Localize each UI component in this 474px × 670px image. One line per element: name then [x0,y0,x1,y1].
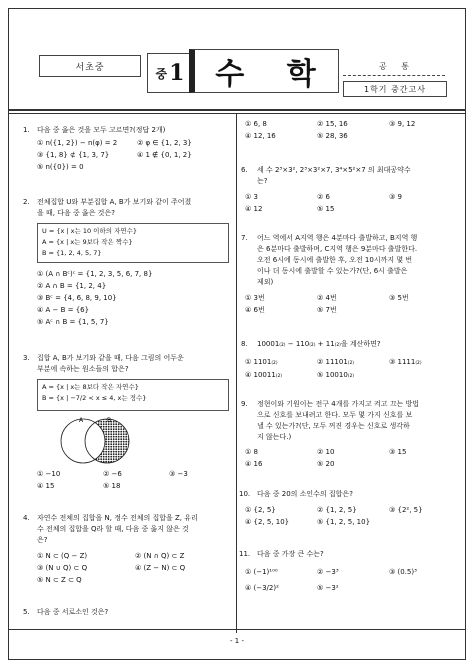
option-3[interactable]: ③ 9, 12 [389,120,416,128]
question-number: 3. [23,354,30,362]
option-1[interactable]: ① (A ∩ Bᶜ)ᶜ = {1, 2, 3, 5, 6, 7, 8} [37,270,153,278]
question-number: 10. [239,490,251,498]
option-4[interactable]: ④ A − B = {6} [37,306,90,314]
option-4[interactable]: ④ 6번 [245,306,265,314]
grade-number: 1 [169,60,185,86]
question-number: 4. [23,514,30,522]
option-1[interactable]: ① {2, 5} [245,506,276,514]
option-2[interactable]: ② 6 [317,193,330,201]
header-rule [9,109,465,111]
question-stem-line: 제외) [257,278,274,286]
question-9 [235,399,459,443]
exam-type: 공 통 [379,62,415,71]
option-4[interactable]: ④ 15 [37,482,55,490]
question-stem-line: 부분에 속하는 원소들의 합은? [37,365,129,373]
option-1[interactable]: ① n({1, 2}) − n(φ) = 2 [37,139,118,147]
option-4[interactable]: ④ 10011₍₂₎ [245,371,283,379]
q11-options [245,567,460,603]
question-7 [235,233,459,288]
option-4[interactable]: ④ {2, 5, 10} [245,518,290,526]
question-stem-line: 은 6분마다 출발하며, C지역 행은 9분마다 출발한다. [257,245,418,253]
question-stem-line: 은? [37,536,48,544]
school-name: 서초중 [39,55,141,77]
given-line: B = {x | −7/2 < x ≤ 4, x는 정수} [42,394,147,402]
question-stem-line: 정현이와 기원이는 전구 4개를 가지고 켜고 끄는 방법 [257,400,420,408]
given-line: A = {x | x는 9보다 작은 짝수} [42,238,133,246]
question-stem: 다음 중 옳은 것을 모두 고르면?(정답 2개) [37,126,166,134]
option-2[interactable]: ② 11101₍₂₎ [317,358,355,366]
question-stem: 다음 중 서로소인 것은? [37,608,109,616]
option-2[interactable]: ② 10 [317,448,335,456]
given-box [37,223,229,263]
option-5[interactable]: ⑤ {1, 2, 5, 10} [317,518,371,526]
header-divider [343,75,445,76]
option-2[interactable]: ② −6 [103,470,122,478]
footer-rule [9,629,465,630]
option-4[interactable]: ④ 1 ∉ {0, 1, 2} [137,151,192,159]
question-stem-line: 이나 더 동시에 출발할 수 있는가?(단, 6시 출발은 [257,267,408,275]
option-4[interactable]: ④ 16 [245,460,263,468]
option-3[interactable]: ③ 15 [389,448,407,456]
option-4[interactable]: ④ 12 [245,205,263,213]
option-1[interactable]: ① 3번 [245,294,265,302]
exam-page [8,8,466,660]
q10-options [245,505,460,529]
given-line: B = {1, 2, 4, 5, 7} [42,249,102,257]
question-stem-line: 집합 A, B가 보기와 같을 때, 다음 그림의 어두운 [37,354,184,362]
option-1[interactable]: ① (−1)¹⁰⁰ [245,568,278,576]
option-4[interactable]: ④ (Z − N) ⊂ Q [135,564,186,572]
given-box [37,379,229,411]
q2-options [37,269,232,329]
q5-options [245,119,460,143]
option-1[interactable]: ① 8 [245,448,258,456]
question-stem-line: 오전 6시에 동시에 출발한 후, 오전 10시까지 몇 번 [257,256,413,264]
venn-label-a: A [79,417,84,424]
option-5[interactable]: ⑤ 10010₍₂₎ [317,371,355,379]
option-5[interactable]: ⑤ 18 [103,482,121,490]
option-1[interactable]: ① −10 [37,470,61,478]
option-2[interactable]: ② 15, 16 [317,120,348,128]
exam-header [9,9,465,111]
page-number: - 1 - [230,637,244,645]
question-number: 11. [239,550,251,558]
question-number: 7. [241,234,248,242]
option-5[interactable]: ⑤ Aᶜ ∩ B = {1, 5, 7} [37,318,109,326]
option-3[interactable]: ③ (0.5)³ [389,568,417,576]
question-2 [23,197,233,219]
subject-title: 수 학 [189,49,339,93]
question-stem-line: 을 때, 다음 중 옳은 것은? [37,209,115,217]
option-4[interactable]: ④ (−3/2)² [245,584,279,592]
question-stem-line: 수 전체의 집합을 Q라 할 때, 다음 중 옳지 않은 것 [37,525,189,533]
question-number: 1. [23,126,30,134]
option-1[interactable]: ① 3 [245,193,258,201]
option-3[interactable]: ③ {2², 5} [389,506,423,514]
option-3[interactable]: ③ 1111₍₂₎ [389,358,422,366]
question-stem-line: 지 않는다.) [257,433,292,441]
question-number: 5. [23,608,30,616]
option-2[interactable]: ② −3³ [317,568,339,576]
option-3[interactable]: ③ −3 [169,470,188,478]
option-1[interactable]: ① 1101₍₂₎ [245,358,278,366]
q1-options [37,138,232,178]
option-5[interactable]: ⑤ 20 [317,460,335,468]
question-stem: 다음 중 가장 큰 수는? [257,550,324,558]
option-5[interactable]: ⑤ −3² [317,584,339,592]
option-3[interactable]: ③ {1, 8} ⊄ {1, 3, 7} [37,151,110,159]
option-5[interactable]: ⑤ N ⊂ Z ⊂ Q [37,576,82,584]
option-3[interactable]: ③ Bᶜ = {4, 6, 8, 9, 10} [37,294,117,302]
option-5[interactable]: ⑤ 7번 [317,306,337,314]
option-2[interactable]: ② 4번 [317,294,337,302]
option-3[interactable]: ③ 9 [389,193,402,201]
question-stem: 다음 중 20의 소인수의 집합은? [257,490,353,498]
given-line: U = {x | x는 10 이하의 자연수} [42,227,138,235]
option-5[interactable]: ⑤ 28, 36 [317,132,348,140]
question-number: 2. [23,198,30,206]
option-3[interactable]: ③ 5번 [389,294,409,302]
option-1[interactable]: ① 6, 8 [245,120,267,128]
question-stem-line: 자연수 전체의 집합을 N, 정수 전체의 집합을 Z, 유리 [37,514,198,522]
question-8 [235,339,457,350]
option-1[interactable]: ① N ⊂ (Q − Z) [37,552,88,560]
question-stem-line: 어느 역에서 A지역 행은 4분마다 출발하고, B지역 행 [257,234,418,242]
question-number: 8. [241,340,248,348]
option-5[interactable]: ⑤ 15 [317,205,335,213]
exam-name: 1학기 중간고사 [343,81,447,97]
option-2[interactable]: ② {1, 2, 5} [317,506,357,514]
header-rule-thin [9,113,465,114]
question-11 [235,549,457,560]
question-1 [23,125,228,136]
question-number: 6. [241,166,248,174]
question-stem-line: 으로 신호를 보내려고 한다. 모두 몇 가지 신호를 보 [257,411,413,419]
question-stem: 10001₍₂₎ − 110₍₂₎ + 11₍₂₎을 계산하면? [257,340,381,348]
q9-options [245,447,460,471]
option-2[interactable]: ② (N ∩ Q) ⊂ Z [135,552,185,560]
question-stem-line: 는? [257,177,268,185]
venn-label-b: B [107,417,112,424]
q3-options [37,469,232,493]
question-stem-line: 세 수 2³×3², 2³×3²×7, 3⁴×5²×7 의 최대공약수 [257,166,411,174]
option-4[interactable]: ④ 12, 16 [245,132,276,140]
option-3[interactable]: ③ (N ∪ Q) ⊂ Q [37,564,88,572]
question-number: 9. [241,400,248,408]
given-line: A = {x | x는 8보다 작은 자연수} [42,383,139,391]
option-2[interactable]: ② φ ∈ {1, 2, 3} [137,139,192,147]
option-5[interactable]: ⑤ n({0}) = 0 [37,163,84,171]
question-4 [23,513,235,546]
q4-options [37,551,232,587]
option-2[interactable]: ② A ∩ B = {1, 2, 4} [37,282,107,290]
q7-options [245,293,460,317]
grade-label [147,53,193,93]
q8-options [245,357,460,381]
grade-prefix: 중 [155,66,168,81]
question-3 [23,353,233,375]
question-6 [235,165,457,187]
q6-options [245,192,460,216]
question-stem-line: 전체집합 U와 부분집합 A, B가 보기와 같이 주어졌 [37,198,192,206]
question-10 [235,489,457,500]
question-5 [23,607,228,618]
question-stem-line: 낼 수 있는가?(단, 모두 꺼진 경우는 신호로 생각하 [257,422,410,430]
venn-diagram [35,413,155,465]
